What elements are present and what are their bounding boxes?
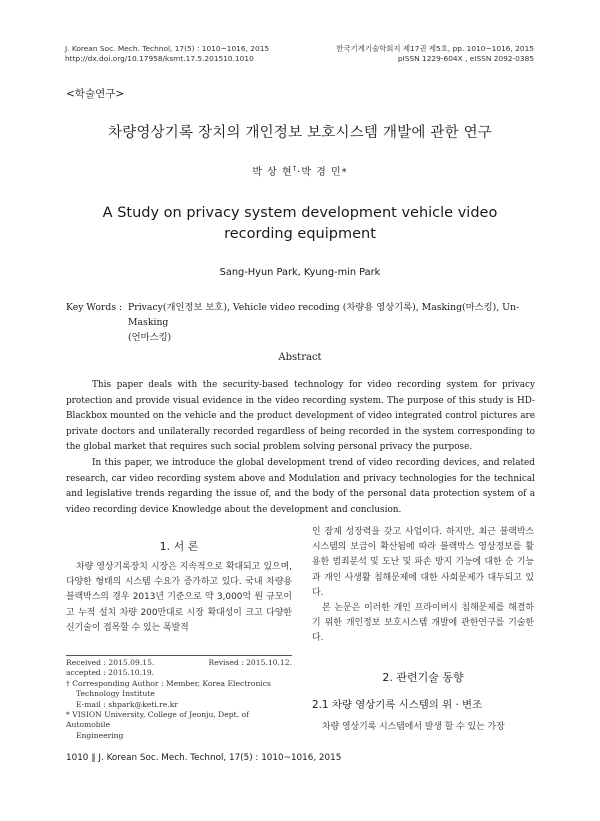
keywords-line2: (언마스킹) (128, 332, 172, 343)
accepted-date: accepted : 2015.10.19. (66, 668, 155, 678)
author-first: 박 상 현 (252, 167, 293, 178)
journal-issn (336, 44, 534, 64)
affiliation-department: Engineering (76, 730, 124, 740)
continued-paragraph: 인 잠재 성장력을 갖고 사업이다. 하지만, 최근 블랙박스 시스템의 보급이 확산됨에 따라 블랙박스 영상정보를 활용한 범죄분석 및 도난 및 파손 방지 기능에 대한 순 기능과 개인 사생활 침해문제에 대한 사회문제가 대두되고 있다. (312, 527, 534, 598)
footnote-divider (66, 655, 292, 656)
journal-volume-ko: 한국기계기술학회지 제17권 제5호, pp. 1010~1016, 2015 (336, 44, 534, 53)
section-1-heading: 1. 서 론 (159, 540, 199, 553)
subsection-2-1-heading: 2.1 차량 영상기록 시스템의 위 · 변조 (312, 699, 483, 711)
issn-line: pISSN 1229-604X , eISSN 2092-0385 (397, 54, 534, 63)
abstract-heading: Abstract (278, 352, 322, 363)
section-2-heading: 2. 관련기술 동향 (382, 671, 464, 684)
revised-date: Revised : 2015.10.12. (208, 658, 292, 667)
affiliation: VISION University, College of Jeonju, Dept. of Automobile (66, 710, 249, 730)
page-footer (66, 753, 341, 763)
citation-line: J. Korean Soc. Mech. Technol, 17(5) : 1010~1016, 2015 (65, 44, 270, 53)
subsection-text (312, 720, 534, 735)
introduction-text (66, 560, 292, 636)
author-second: 박 경 민* (301, 167, 348, 178)
doi-link[interactable]: http://dx.doi.org/10.17958/ksmt.17.5.201510.1010 (65, 54, 254, 63)
authors-korean (0, 163, 600, 178)
purpose-paragraph: 본 논문은 이러한 개인 프라이버시 침해문제를 해결하기 위한 개인정보 보호시스템 개발에 관한연구를 기술한다. (312, 603, 534, 644)
subsection-paragraph: 차량 영상기록 시스템에서 발생 할 수 있는 가장 (322, 722, 505, 732)
page-number: 1010 (66, 753, 89, 763)
right-column-text (312, 525, 534, 647)
title-english-line1: A Study on privacy system development vehicle video (102, 205, 498, 221)
keywords-list (128, 300, 536, 345)
keywords-line1: Privacy(개인정보 보호), Vehicle video recoding (차량용 영상기록), Masking(마스킹), Un-Masking (128, 302, 520, 328)
corresponding-mark: † (292, 164, 298, 173)
corresponding-institute: Technology Institute (76, 689, 155, 699)
article-category: <학술연구> (66, 88, 125, 100)
abstract-paragraph-1: This paper deals with the security-based technology for video recording system for privacy protection and provide visual evidence in the video recording system. The purpose of this study is HD-Blackbox mounted on the vehicle and the product development of video integrated control pictures are private doctors and unilaterally recorded regardless of being recorded in the system corresponding to the global market that requires such social problem solving personal privacy the purpose. (66, 380, 535, 453)
footnotes (66, 658, 292, 741)
abstract-body (66, 378, 535, 518)
journal-citation (65, 44, 269, 64)
keywords-label: Key Words : (66, 302, 123, 313)
keywords (66, 300, 536, 345)
title-english-line2: recording equipment (224, 226, 376, 242)
affiliation-mark: * (66, 710, 70, 720)
author-separator: · (297, 167, 302, 178)
introduction-paragraph: 차량 영상기록장치 시장은 지속적으로 확대되고 있으며, 다양한 형태의 시스템 수요가 증가하고 있다. 국내 차량용 블랙박스의 경우 2013년 기준으로 약 3,000억 원 규모이고 누적 설치 차량 200만대로 시장 확대성이 크고 다양한 신기술이 접목할 수 있는 폭발적 (66, 562, 292, 633)
footer-journal: J. Korean Soc. Mech. Technol, 17(5) : 1010~1016, 2015 (98, 753, 342, 763)
authors-english: Sang-Hyun Park, Kyung-min Park (219, 267, 381, 278)
title-english (0, 203, 600, 245)
corresponding-author: Corresponding Author : Member, Korea Electronics (72, 678, 271, 688)
abstract-paragraph-2: In this paper, we introduce the global development trend of video recording devices, and related research, car video recording system above and Modulation and privacy technologies for the technical and legislative trends regarding the issue of, and the body of the personal data protection system of a video recording device Knowledge about the development and conclusion. (66, 457, 535, 515)
received-date: Received : 2015.09.15. (66, 658, 155, 667)
title-korean: 차량영상기록 장치의 개인정보 보호시스템 개발에 관한 연구 (107, 125, 493, 141)
corresponding-author-mark: † (66, 678, 70, 688)
author-email[interactable]: E-mail : shpark@keti.re.kr (76, 699, 178, 709)
footer-separator: ∥ (91, 753, 96, 763)
